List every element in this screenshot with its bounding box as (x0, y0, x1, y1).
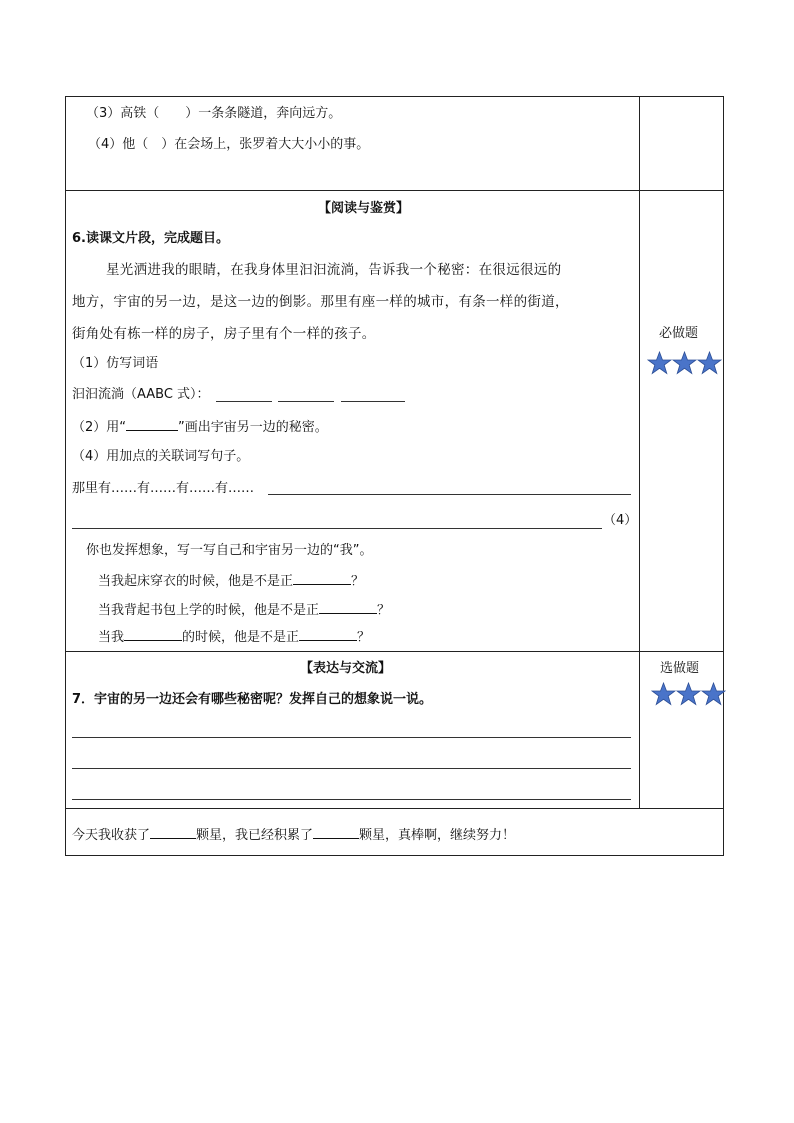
table-right-border (723, 96, 724, 856)
sentence-3-blank-b[interactable] (299, 628, 357, 641)
star-icon (651, 682, 676, 710)
answer-blank-1a[interactable] (216, 401, 272, 402)
answer-blank-1c[interactable] (341, 401, 405, 402)
question-item-4: （4）他（ ）在会场上，张罗着大大小小的事。 (88, 137, 370, 152)
subquestion-1-prompt: 汩汩流淌（AABC 式）： (72, 387, 210, 402)
answer-line-7a[interactable] (72, 737, 631, 738)
sentence-3 (98, 628, 370, 646)
table-bottom-border (65, 855, 724, 856)
sentence-2-blank[interactable] (319, 601, 377, 614)
sentence-2 (98, 601, 390, 619)
footer-summary (72, 826, 515, 844)
sentence-3-mid: 的时候，他是不是正 (182, 630, 300, 645)
answer-blank-1b[interactable] (278, 401, 334, 402)
underline-sample (126, 418, 178, 431)
subquestion-4a-prompt: 那里有……有……有……有…… (72, 481, 255, 496)
table-left-border (65, 96, 66, 856)
sentence-2-pre: 当我背起书包上学的时候，他是不是正 (98, 603, 320, 618)
table-top-border (65, 96, 724, 97)
answer-line-7b[interactable] (72, 768, 631, 769)
stars-earned-blank[interactable] (150, 826, 196, 839)
imagine-prompt: 你也发挥想象，写一写自己和宇宙另一边的“我”。 (86, 543, 373, 558)
express-section-title: 【表达与交流】 (300, 661, 392, 676)
optional-star-rating (651, 682, 726, 710)
question-item-3: （3）高铁（ ）一条条隧道，奔向远方。 (86, 106, 342, 121)
answer-line-4b[interactable] (72, 528, 602, 529)
subquestion-2 (72, 418, 328, 436)
sentence-1 (98, 572, 364, 590)
star-icon (676, 682, 701, 710)
subquestion-2-post: ”画出宇宙另一边的秘密。 (178, 420, 328, 435)
star-icon (672, 351, 697, 379)
row-divider-1 (65, 190, 724, 191)
subquestion-4a: （4）用加点的关联词写句子。 (72, 449, 250, 464)
row-divider-3 (65, 808, 724, 809)
passage-line-2: 地方，宇宙的另一边，是这一边的倒影。那里有座一样的城市，有条一样的街道， (72, 294, 569, 310)
footer-mid: 颗星，我已经积累了 (196, 828, 314, 843)
star-icon (697, 351, 722, 379)
express-question: 7．宇宙的另一边还会有哪些秘密呢？发挥自己的想象说一说。 (72, 692, 433, 707)
reading-question-title: 6.读课文片段，完成题目。 (72, 231, 229, 246)
sentence-2-post: ？ (377, 603, 391, 618)
passage-line-1: 星光洒进我的眼睛，在我身体里汩汩流淌，告诉我一个秘密：在很远很远的 (106, 262, 562, 278)
required-star-rating (647, 351, 722, 379)
answer-line-4a[interactable] (268, 494, 631, 495)
subquestion-4b-number: （4） (603, 513, 638, 528)
sentence-3-post: ？ (357, 630, 371, 645)
footer-post: 颗星，真棒啊，继续努力！ (359, 828, 516, 843)
footer-pre: 今天我收获了 (72, 828, 151, 843)
passage-line-3: 街角处有栋一样的房子，房子里有个一样的孩子。 (72, 326, 376, 342)
subquestion-2-pre: （2）用“ (72, 420, 127, 435)
reading-section-title: 【阅读与鉴赏】 (318, 201, 410, 216)
star-icon (701, 682, 726, 710)
row-divider-2 (65, 651, 724, 652)
answer-line-7c[interactable] (72, 799, 631, 800)
sentence-3-pre: 当我 (98, 630, 125, 645)
sentence-1-blank[interactable] (293, 572, 351, 585)
subquestion-1: （1）仿写词语 (72, 356, 159, 371)
sentence-1-pre: 当我起床穿衣的时候，他是不是正 (98, 574, 294, 589)
star-icon (647, 351, 672, 379)
optional-tag: 选做题 (660, 661, 700, 676)
sentence-1-post: ？ (351, 574, 365, 589)
stars-total-blank[interactable] (313, 826, 359, 839)
required-tag: 必做题 (659, 326, 699, 341)
sentence-3-blank-a[interactable] (124, 628, 182, 641)
column-divider (639, 96, 640, 808)
